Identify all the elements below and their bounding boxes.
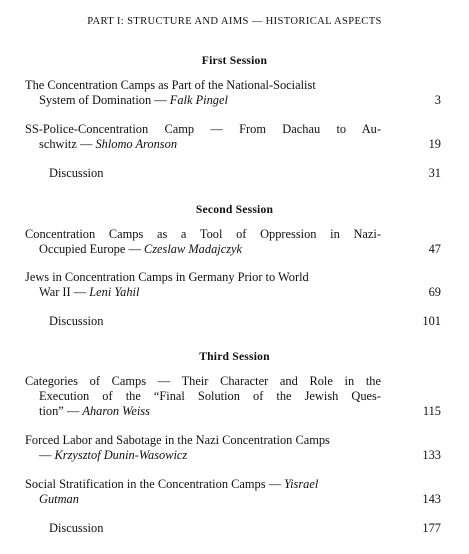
entry-page-number: 47 [428,242,441,256]
toc-entry [25,227,441,257]
entry-author: Gutman [39,492,79,506]
toc-entry [25,78,441,108]
entry-author: Leni Yahil [89,285,140,299]
session-title: Third Session [199,350,270,363]
discussion-page-number: 31 [428,166,441,180]
entry-line: System of Domination — Falk Pingel [39,93,228,107]
entry-line: Jews in Concentration Camps in Germany Prior to World [25,270,309,284]
entry-line: — Krzysztof Dunin-Wasowicz [39,448,188,462]
entry-line: Execution of the “Final Solution of the Jewish Ques- [39,389,381,403]
entry-author: Yisrael [284,477,319,491]
entry-author: Aharon Weiss [82,404,150,418]
toc-entry [25,433,441,463]
discussion-page-number: 101 [422,314,441,328]
toc-entry [25,477,441,507]
entry-page-number: 133 [422,448,441,462]
entry-line: schwitz — Shlomo Aronson [39,137,178,151]
entry-line: tion” — Aharon Weiss [39,404,150,418]
toc-entry [25,374,441,419]
entry-author: Shlomo Aronson [95,137,178,151]
entry-page-number: 19 [428,137,441,151]
session-title: Second Session [195,203,274,216]
entry-author: Krzysztof Dunin-Wasowicz [54,448,188,462]
entry-line: Forced Labor and Sabotage in the Nazi Concentration Camps [25,433,330,447]
entry-page-number: 115 [422,404,441,418]
entry-page-number: 3 [434,93,441,107]
entry-line: War II — Leni Yahil [39,285,140,299]
entry-author: Falk Pingel [169,93,228,107]
session-title: First Session [201,54,268,67]
discussion-page-number: 177 [422,521,441,535]
discussion-label: Discussion [49,314,104,328]
discussion-label: Discussion [49,166,104,180]
entry-page-number: 143 [422,492,441,506]
toc-entry [25,270,441,300]
page-header: PART I: STRUCTURE AND AIMS — HISTORICAL ASPECTS [87,16,382,27]
entry-author: Czeslaw Madajczyk [143,242,243,256]
entry-line: Categories of Camps — Their Character and Role in the [25,374,381,388]
entry-line: Concentration Camps as a Tool of Oppression in Nazi- [25,227,381,241]
entry-line: Social Stratification in the Concentration Camps — Yisrael [25,477,319,491]
toc-entry [25,122,441,152]
entry-line: Occupied Europe — Czeslaw Madajczyk [39,242,243,256]
entry-line: The Concentration Camps as Part of the National-Socialist [25,78,316,92]
entry-line: SS-Police-Concentration Camp — From Dachau to Au- [25,122,381,136]
entry-page-number: 69 [428,285,441,299]
discussion-label: Discussion [49,521,104,535]
